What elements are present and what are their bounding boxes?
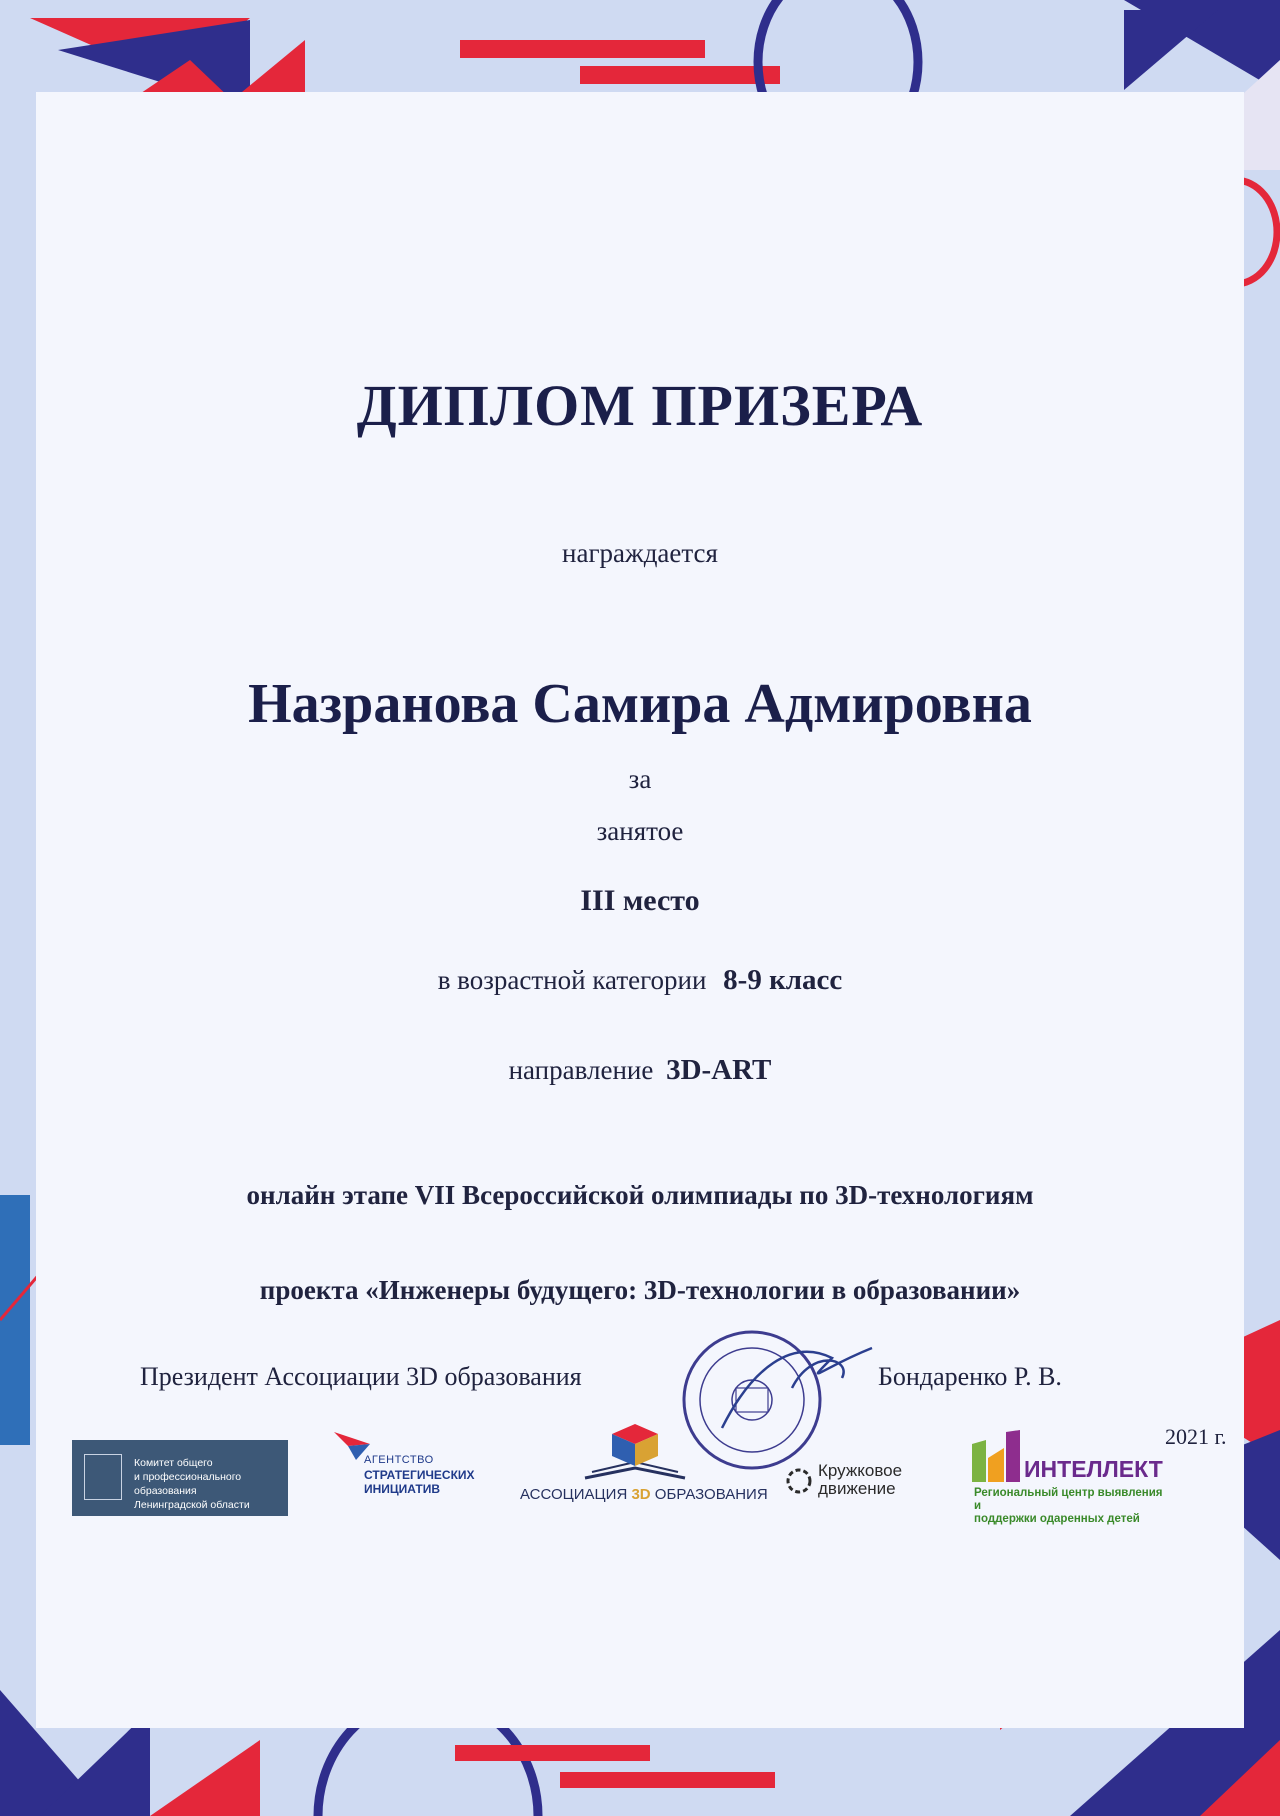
association-name: АССОЦИАЦИЯ 3D ОБРАЗОВАНИЯ bbox=[520, 1486, 768, 1503]
association-3d-logo bbox=[520, 1420, 768, 1508]
committee-logo bbox=[72, 1440, 288, 1516]
intellect-logo bbox=[964, 1430, 1164, 1525]
signatory-name: Бондаренко Р. В. bbox=[878, 1362, 1062, 1391]
book-cube-icon bbox=[580, 1420, 690, 1484]
diploma-title: ДИПЛОМ ПРИЗЕРА bbox=[356, 373, 924, 438]
asi-logo bbox=[330, 1426, 480, 1496]
crest-icon bbox=[84, 1454, 122, 1500]
project-line: проекта «Инженеры будущего: 3D-технологии в образовании» bbox=[259, 1275, 1021, 1305]
kruzhok-logo bbox=[784, 1462, 914, 1508]
awarded-label: награждается bbox=[562, 538, 718, 568]
deco-red-bar-top1 bbox=[460, 40, 705, 58]
for-label: за bbox=[628, 764, 652, 794]
event-line: онлайн этапе VII Всероссийской олимпиады по 3D-технологиям bbox=[246, 1180, 1034, 1210]
age-category-label: в возрастной категории bbox=[437, 965, 707, 995]
deco-blue-stripe-left bbox=[0, 1195, 30, 1445]
occupied-label: занятое bbox=[596, 816, 684, 846]
signatory-title: Президент Ассоциации 3D образования bbox=[140, 1362, 582, 1391]
committee-line-3: Ленинградской области bbox=[134, 1499, 250, 1511]
deco-red-bar-top2 bbox=[580, 66, 780, 84]
deco-red-triangle-bl bbox=[150, 1740, 260, 1816]
deco-red-bar-bottom1 bbox=[455, 1745, 650, 1761]
kruzhok-line-1: Кружковое bbox=[818, 1461, 903, 1480]
year: 2021 г. bbox=[1165, 1424, 1227, 1449]
recipient-name: Назранова Самира Адмировна bbox=[248, 673, 1032, 735]
place-value: III место bbox=[580, 884, 700, 917]
direction-value: 3D-ART bbox=[666, 1054, 772, 1086]
age-category-line bbox=[0, 964, 1280, 997]
committee-line-2: и профессионального образования bbox=[134, 1471, 242, 1497]
age-category-value: 8-9 класс bbox=[723, 964, 843, 996]
asi-line-2: СТРАТЕГИЧЕСКИХ bbox=[364, 1468, 475, 1482]
intellect-subtitle-2: поддержки одаренных детей bbox=[974, 1513, 1140, 1525]
intellect-mark-icon bbox=[970, 1430, 1026, 1486]
intellect-name: ИНТЕЛЛЕКТ bbox=[1024, 1456, 1163, 1482]
asi-line-3: ИНИЦИАТИВ bbox=[364, 1482, 440, 1496]
direction-label: направление bbox=[508, 1055, 654, 1085]
intellect-subtitle-1: Региональный центр выявления и bbox=[974, 1487, 1163, 1512]
kruzhok-line-2: движение bbox=[818, 1479, 896, 1498]
deco-red-bar-bottom2 bbox=[560, 1772, 775, 1788]
asi-line-1: АГЕНТСТВО bbox=[364, 1454, 434, 1466]
kruzhok-ring-icon bbox=[784, 1466, 814, 1496]
direction-line bbox=[0, 1054, 1280, 1087]
committee-line-1: Комитет общего bbox=[134, 1457, 213, 1469]
